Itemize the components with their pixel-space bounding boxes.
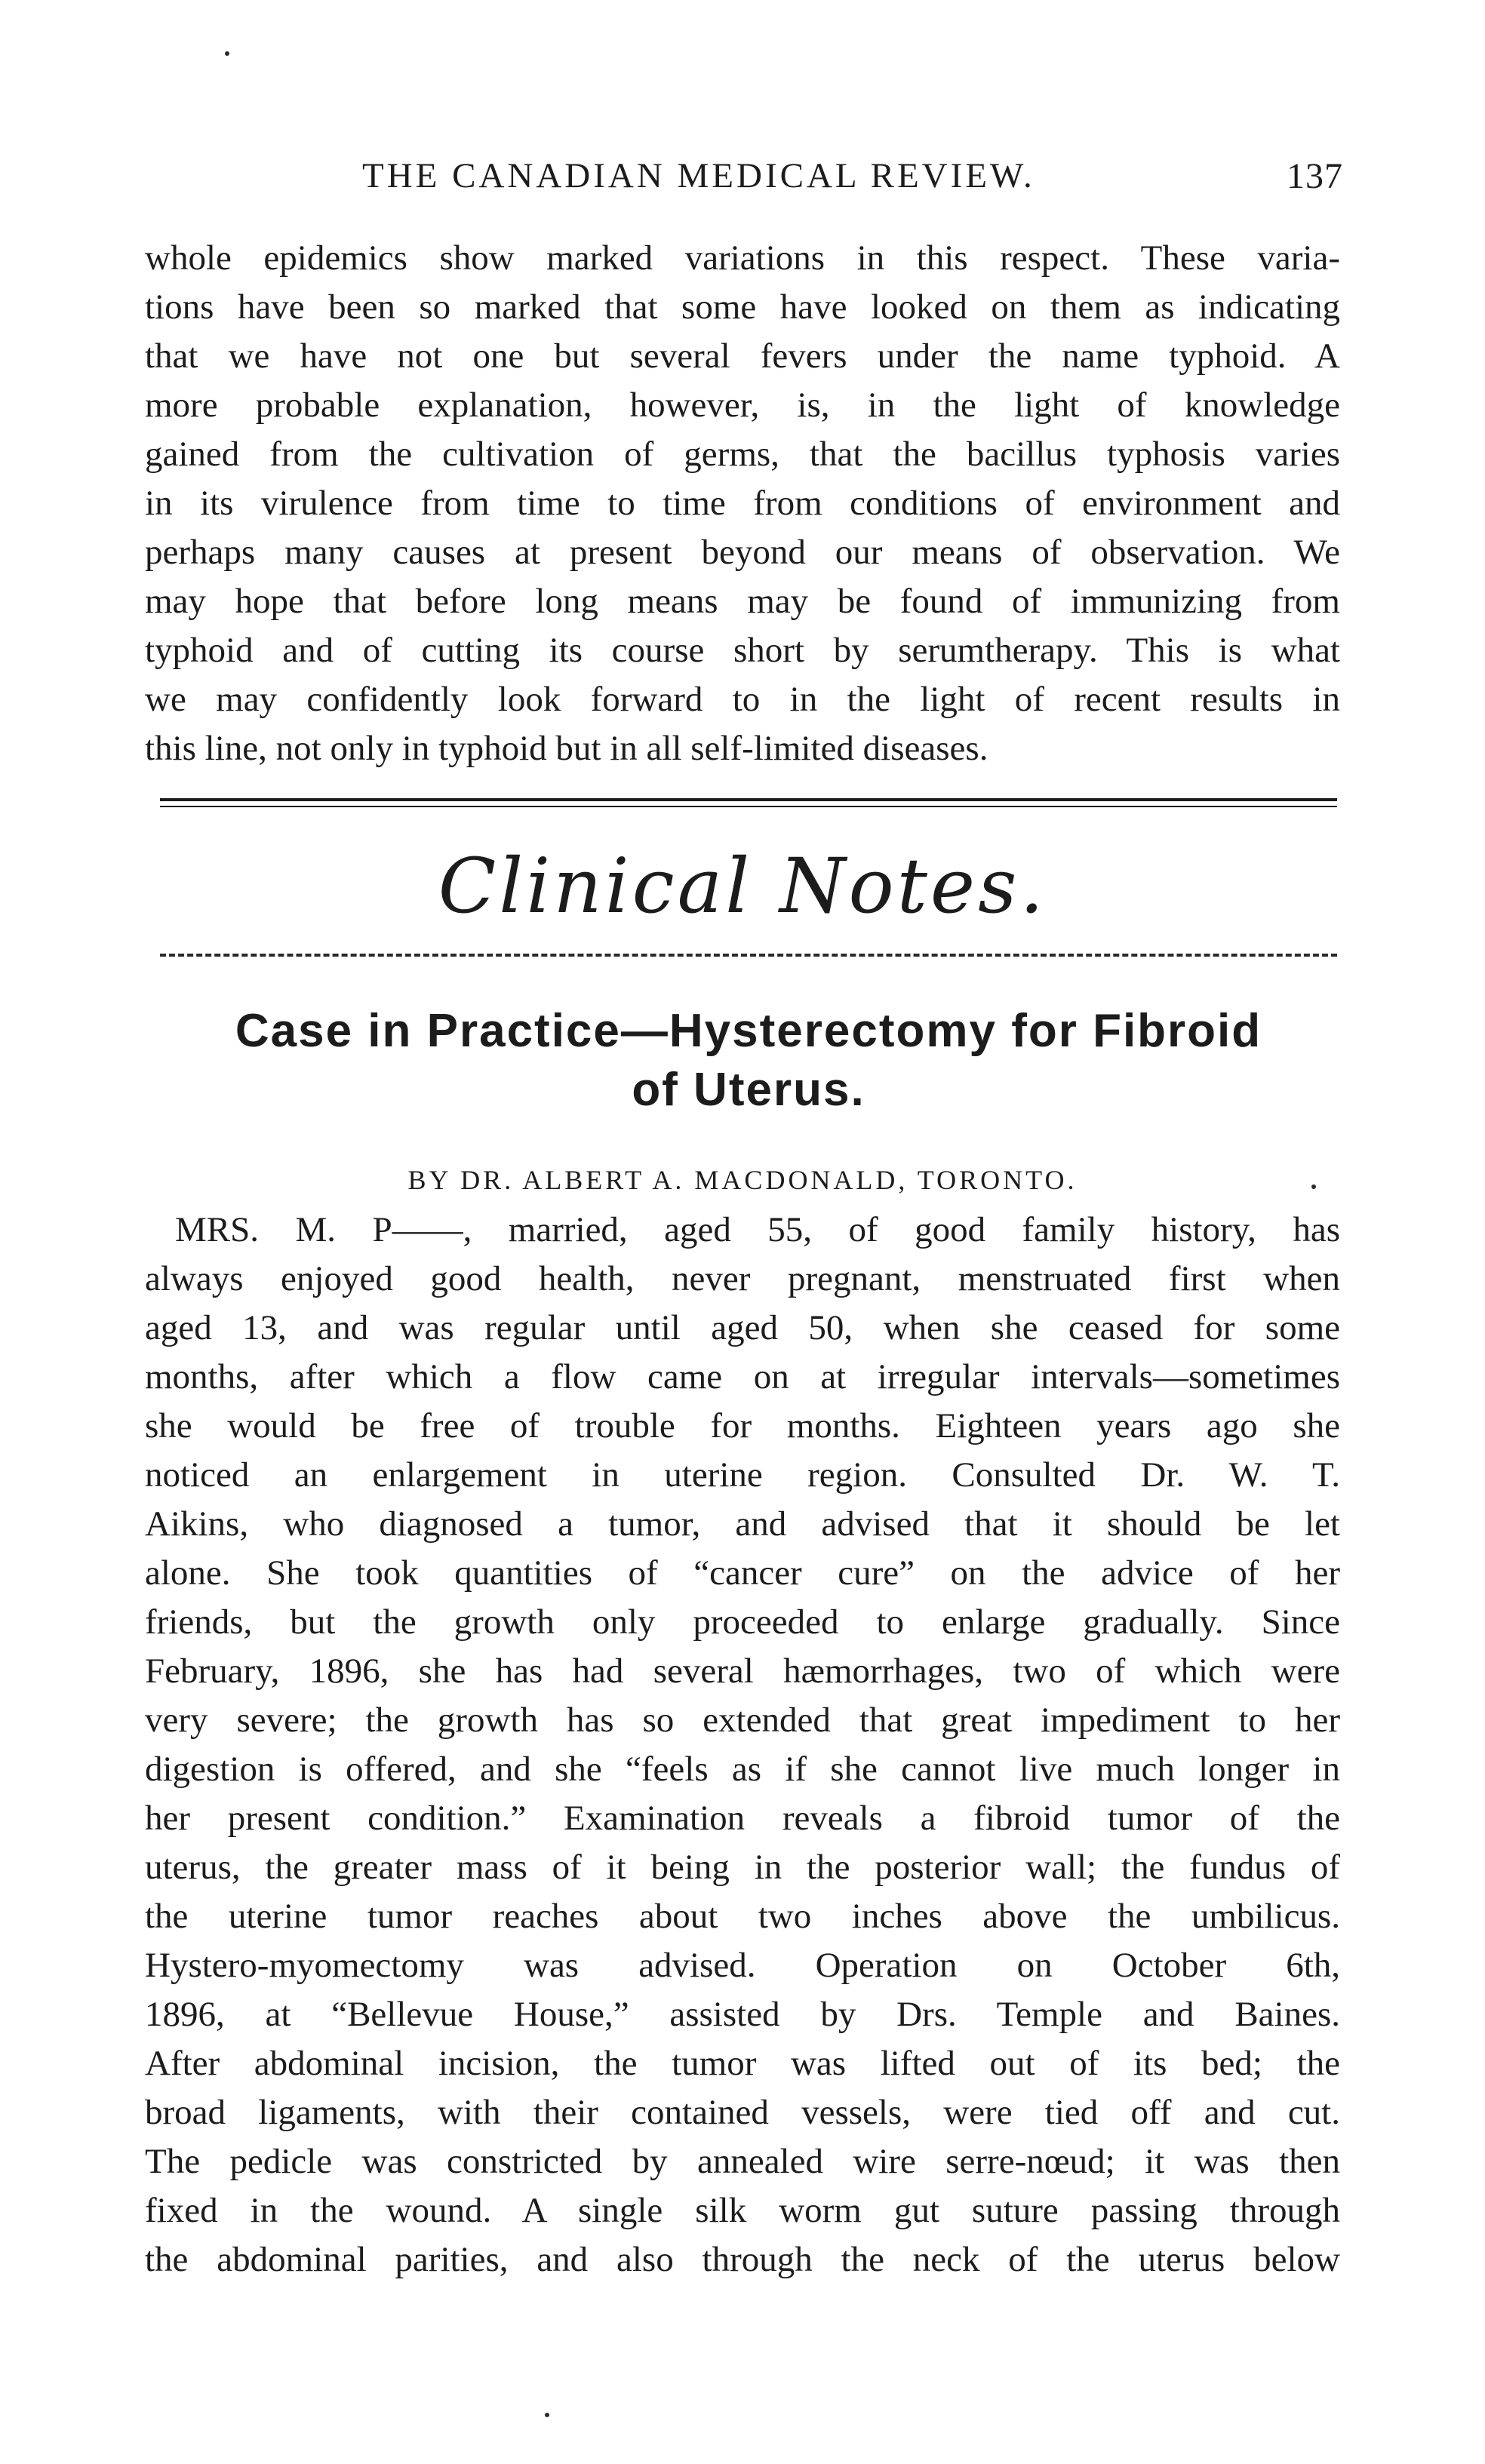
text-line: months, after which a flow came on at irregular intervals—sometimes bbox=[145, 1357, 1340, 1396]
text-line: that we have not one but several fevers under the name typhoid. A bbox=[145, 336, 1340, 376]
text-line: always enjoyed good health, never pregnant, menstruated first when bbox=[145, 1259, 1340, 1298]
continued-paragraph bbox=[145, 234, 1340, 773]
text-line: aged 13, and was regular until aged 50, when she ceased for some bbox=[145, 1308, 1340, 1347]
text-line: we may confidently look forward to in the light of recent results in bbox=[145, 680, 1340, 719]
article-title-line: Case in Practice—Hysterectomy for Fibroid bbox=[235, 1005, 1262, 1057]
text-line: her present condition.” Examination reveals a fibroid tumor of the bbox=[145, 1799, 1340, 1838]
text-line: the abdominal parities, and also through the neck of the uterus below bbox=[145, 2240, 1340, 2279]
text-line: tions have been so marked that some have looked on them as indicating bbox=[145, 287, 1340, 327]
article-body bbox=[145, 1206, 1340, 2284]
ink-speck bbox=[545, 2413, 549, 2417]
text-line: MRS. M. P——, married, aged 55, of good family history, has bbox=[175, 1210, 1340, 1249]
text-line: more probable explanation, however, is, in the light of knowledge bbox=[145, 386, 1340, 425]
text-line: may hope that before long means may be found of immunizing from bbox=[145, 582, 1340, 621]
text-line: After abdominal incision, the tumor was lifted out of its bed; the bbox=[145, 2044, 1340, 2083]
text-line: this line, not only in typhoid but in all self-limited diseases. bbox=[145, 729, 988, 768]
text-line: Aikins, who diagnosed a tumor, and advised that it should be let bbox=[145, 1504, 1340, 1544]
text-line: uterus, the greater mass of it being in the posterior wall; the fundus of bbox=[145, 1848, 1340, 1887]
article-byline: BY DR. ALBERT A. MACDONALD, TORONTO. bbox=[407, 1165, 1078, 1195]
text-line: perhaps many causes at present beyond our means of observation. We bbox=[145, 533, 1340, 572]
text-line: 1896, at “Bellevue House,” assisted by Drs. Temple and Baines. bbox=[145, 1995, 1340, 2034]
text-line: friends, but the growth only proceeded to enlarge gradually. Since bbox=[145, 1602, 1340, 1642]
article-title-line: of Uterus. bbox=[632, 1064, 865, 1116]
page-number: 137 bbox=[1287, 156, 1343, 196]
text-line: digestion is offered, and she “feels as if she cannot live much longer in bbox=[145, 1750, 1340, 1789]
text-line: typhoid and of cutting its course short by serumtherapy. This is what bbox=[145, 631, 1340, 670]
double-rule-divider bbox=[160, 798, 1337, 807]
text-line: alone. She took quantities of “cancer cure” on the advice of her bbox=[145, 1553, 1340, 1593]
dashed-rule-divider bbox=[160, 954, 1337, 957]
text-line: broad ligaments, with their contained vessels, were tied off and cut. bbox=[145, 2093, 1340, 2132]
ink-speck bbox=[1311, 1184, 1316, 1189]
text-line: noticed an enlargement in uterine region. Consulted Dr. W. T. bbox=[145, 1455, 1340, 1495]
text-line: she would be free of trouble for months. Eighteen years ago she bbox=[145, 1406, 1340, 1446]
text-line: the uterine tumor reaches about two inches above the umbilicus. bbox=[145, 1897, 1340, 1936]
text-line: The pedicle was constricted by annealed wire serre-nœud; it was then bbox=[145, 2142, 1340, 2181]
ink-speck bbox=[225, 51, 229, 56]
text-line: in its virulence from time to time from conditions of environment and bbox=[145, 484, 1340, 523]
text-line: very severe; the growth has so extended that great impediment to her bbox=[145, 1701, 1340, 1740]
text-line: February, 1896, she has had several hæmorrhages, two of which were bbox=[145, 1651, 1340, 1691]
journal-name: THE CANADIAN MEDICAL REVIEW. bbox=[362, 156, 1035, 195]
running-head bbox=[143, 155, 1343, 201]
text-line: Hystero-myomectomy was advised. Operation on October 6th, bbox=[145, 1946, 1340, 1985]
text-line: gained from the cultivation of germs, that the bacillus typhosis varies bbox=[145, 435, 1340, 474]
article-title bbox=[160, 1002, 1337, 1120]
section-heading: Clinical Notes. bbox=[438, 842, 1047, 930]
text-line: fixed in the wound. A single silk worm gut suture passing through bbox=[145, 2191, 1340, 2230]
text-line: whole epidemics show marked variations in this respect. These varia- bbox=[145, 238, 1340, 278]
